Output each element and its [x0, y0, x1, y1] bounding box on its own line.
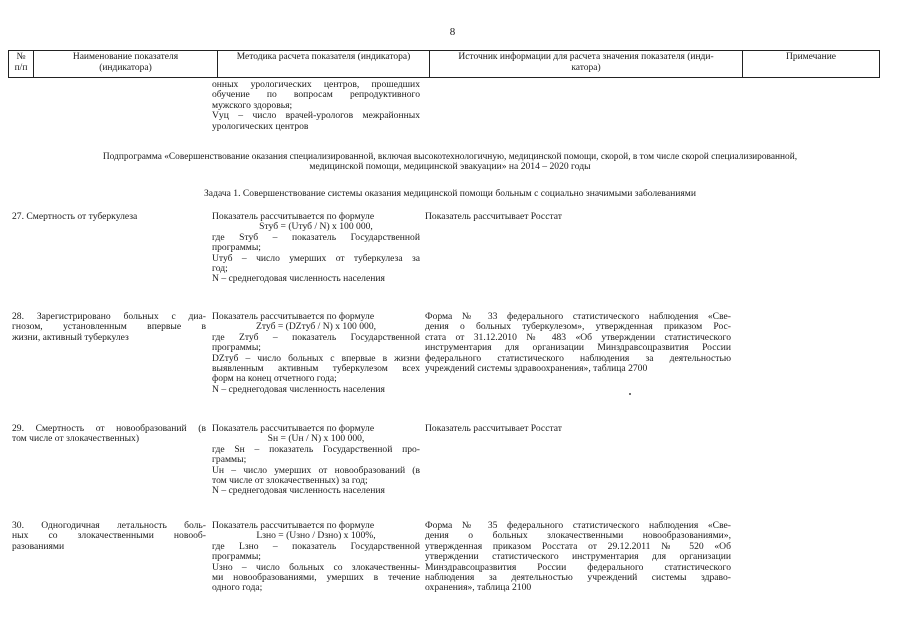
text-line: том числе от злокачественных) за год;	[212, 475, 368, 487]
text-line: программы;	[212, 551, 261, 563]
page-number: 8	[449, 26, 456, 38]
scan-speck	[629, 393, 631, 395]
text-line: разованиями	[12, 540, 65, 552]
text-line: инструментария для организации Минздравсоцразвития России	[425, 342, 731, 354]
text-line: медицинской помощи, медицинской эвакуации» на 2014 – 2020 годы	[309, 161, 591, 173]
text-line: DZтуб – число больных с впервые в жизни	[212, 352, 420, 364]
header-method: Методика расчета показателя (индикатора)	[236, 52, 411, 62]
text-line: наблюдения за деятельностью учреждений системы здраво-	[425, 572, 731, 584]
header-num: № п/п	[14, 52, 28, 73]
text-line: где Sн – показатель Государственной про-	[212, 443, 420, 455]
subprogram-heading	[8, 152, 892, 173]
text-line: онных урологических центров, прошедших	[212, 79, 420, 90]
text-line: Форма № 33 федерального статистического наблюдения «Све-	[425, 311, 731, 322]
text-line: Форма № 35 федерального статистического наблюдения «Све-	[425, 520, 731, 531]
text-line: ных со злокачественными новооб-	[12, 530, 206, 542]
formula: Sн = (Uн / N) х 100 000,	[267, 433, 365, 445]
text-line: Uтуб – число умерших от туберкулеза за	[212, 252, 420, 264]
row-30-source	[425, 521, 731, 594]
text-line: форм на конец отчетного года;	[212, 373, 337, 385]
text-line: программы;	[212, 342, 261, 354]
text-line: федерального статистического наблюдения за деятельностью	[425, 352, 731, 364]
text-line: Показатель рассчитывается по формуле	[212, 311, 375, 322]
text-line: N – среднегодовая численность населения	[212, 383, 385, 395]
row-29-method	[212, 424, 420, 497]
row-28-name	[12, 312, 206, 343]
text-line: стата от 31.12.2010 № 483 «Об утверждении статистического	[425, 331, 731, 343]
formula: Sтуб = (Uтуб / N) х 100 000,	[259, 221, 373, 233]
text-line: N – среднегодовая численность населения	[212, 485, 385, 497]
row-28-source	[425, 312, 731, 374]
text-line: где Zтуб – показатель Государственной	[212, 331, 420, 343]
row-29-name	[12, 424, 206, 445]
text-line: охранения», таблица 2100	[425, 582, 532, 594]
text-line: Подпрограмма «Совершенствование оказания специализированной, включая высокотехнологичную, медицинской помощи, скорой, в том числе скорой специализированной,	[102, 152, 798, 162]
header-note: Примечание	[785, 52, 837, 62]
task-heading: Задача 1. Совершенствование системы оказания медицинской помощи больным с социально значимыми заболеваниями	[204, 188, 696, 199]
text-line: Vуц – число врачей-урологов межрайонных	[212, 110, 420, 122]
text-line: урологических центров	[212, 120, 309, 132]
text-line: Показатель рассчитывается по формуле	[212, 423, 375, 434]
header-name: Наименование показателя (индикатора)	[72, 52, 179, 73]
text-line: утвержденная приказом Росстата от 29.12.2011 № 520 «Об	[425, 540, 731, 552]
text-line: программы;	[212, 242, 261, 254]
text-line: Uзно – число больных со злокачественны-	[212, 561, 420, 573]
row-30-name	[12, 521, 206, 552]
table-header	[8, 50, 880, 78]
text-line: Показатель рассчитывает Росстат	[425, 423, 562, 434]
row-29-source	[425, 424, 725, 434]
text-line: 30. Одногодичная летальность боль-	[12, 520, 206, 531]
text-line: где Lзно – показатель Государственной	[212, 540, 420, 552]
text-line: Uн – число умерших от новообразований (в	[212, 464, 420, 476]
text-line: обучение по вопросам репродуктивного	[212, 89, 420, 101]
text-line: утверждении статистического инструментария для организации	[425, 551, 731, 563]
text-line: где Sтуб – показатель Государственной	[212, 231, 420, 243]
text-line: Показатель рассчитывает Росстат	[425, 211, 562, 222]
text-line: граммы;	[212, 454, 247, 466]
text-line: гнозом, установленным впервые в	[12, 321, 206, 333]
text-line: Минздравсоцразвития России федерального статистического	[425, 561, 731, 573]
text-line: выявленным активным туберкулезом всех	[212, 363, 420, 375]
text-line: 29. Смертность от новообразований (в	[12, 423, 206, 434]
text-line: ми новообразованиями, умерших в течение	[212, 572, 420, 584]
text-line: одного года;	[212, 582, 263, 594]
formula: Lзно = (Uзно / Dзно) х 100%,	[256, 530, 376, 542]
text-line: N – среднегодовая численность населения	[212, 273, 385, 285]
formula: Zтуб = (DZтуб / N) х 100 000,	[255, 321, 377, 333]
text-line: дения о больных туберкулезом», утвержденная приказом Рос-	[425, 321, 731, 333]
header-source: Источник информации для расчета значения показателя (инди- катора)	[458, 52, 714, 73]
row-27-source	[425, 212, 725, 222]
text-line: том числе от злокачественных)	[12, 433, 140, 445]
text-line: 27. Смертность от туберкулеза	[12, 211, 138, 222]
text-line: год;	[212, 263, 228, 275]
text-line: Показатель рассчитывается по формуле	[212, 520, 375, 531]
text-line: мужского здоровья;	[212, 99, 293, 111]
row-30-method	[212, 521, 420, 594]
text-line: Показатель рассчитывается по формуле	[212, 211, 375, 222]
text-line: учреждений системы здравоохранения», таблица 2700	[425, 363, 648, 375]
row-27-method	[212, 212, 420, 285]
continuation-method-text	[212, 80, 420, 132]
text-line: дения о больных злокачественными новообразованиями»,	[425, 530, 731, 542]
text-line: жизни, активный туберкулез	[12, 331, 129, 343]
row-28-method	[212, 312, 420, 395]
text-line: 28. Зарегистрировано больных с диа-	[12, 311, 206, 322]
row-27-name	[12, 212, 206, 222]
